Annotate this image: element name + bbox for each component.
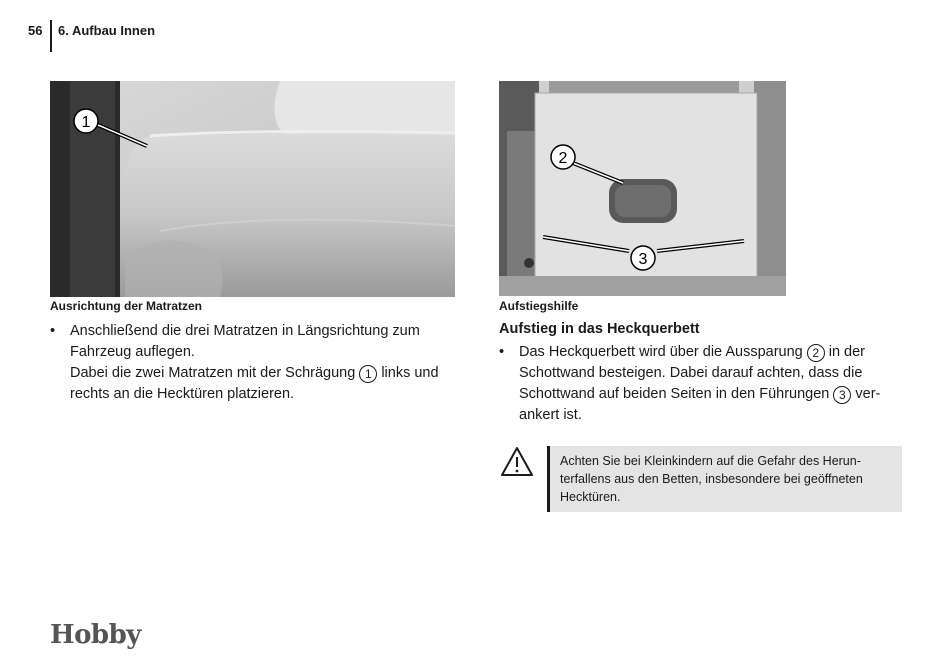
text-line: rechts an die Hecktüren platzieren. (70, 386, 295, 402)
figure-caption-left: Ausrichtung der Matratzen (50, 299, 203, 313)
reference-marker-1: 1 (359, 365, 377, 383)
page-number: 56 (28, 23, 43, 38)
text-line: Anschließend die drei Matratzen in Längsrichtung zum (70, 323, 420, 339)
text-line: Das Heckquerbett wird über die Aussparung 2 in der (519, 344, 865, 360)
list-item (499, 342, 899, 426)
text-line: Schottwand besteigen. Dabei darauf achten, dass die (519, 365, 863, 381)
callout-3: 3 (638, 251, 648, 268)
text-line: Dabei die zwei Matratzen mit der Schrägung 1 links und (70, 365, 439, 381)
bullet-symbol: • (499, 344, 505, 360)
warning-box (547, 446, 902, 512)
text-line: Fahrzeug auflegen. (70, 344, 195, 360)
callout-1: 1 (81, 114, 91, 131)
reference-marker-2: 2 (807, 344, 825, 362)
brand-logo: Hobby (50, 620, 141, 650)
section-heading: Aufstieg in das Heckquerbett (499, 321, 700, 337)
mattress-photo (50, 81, 455, 297)
text-line: Schottwand auf beiden Seiten in den Führungen 3 ver- (519, 386, 881, 402)
chapter-title: 6. Aufbau Innen (58, 23, 156, 38)
left-instructions (50, 321, 460, 405)
warning-text-line: terfallens aus den Betten, insbesondere bei geöffneten (560, 472, 863, 486)
partition-photo (499, 81, 786, 296)
bullet-symbol: • (50, 323, 56, 339)
warning-text-line: Hecktüren. (560, 490, 621, 504)
text-line: ankert ist. (519, 407, 582, 423)
reference-marker-3: 3 (833, 386, 851, 404)
warning-triangle-icon (500, 446, 534, 478)
header-divider (50, 20, 52, 52)
figure-caption-right: Aufstiegshilfe (499, 299, 579, 313)
list-item (50, 321, 460, 405)
right-instructions (499, 342, 899, 426)
callout-2: 2 (558, 150, 568, 167)
warning-text-line: Achten Sie bei Kleinkindern auf die Gefahr des Herun- (560, 454, 861, 468)
